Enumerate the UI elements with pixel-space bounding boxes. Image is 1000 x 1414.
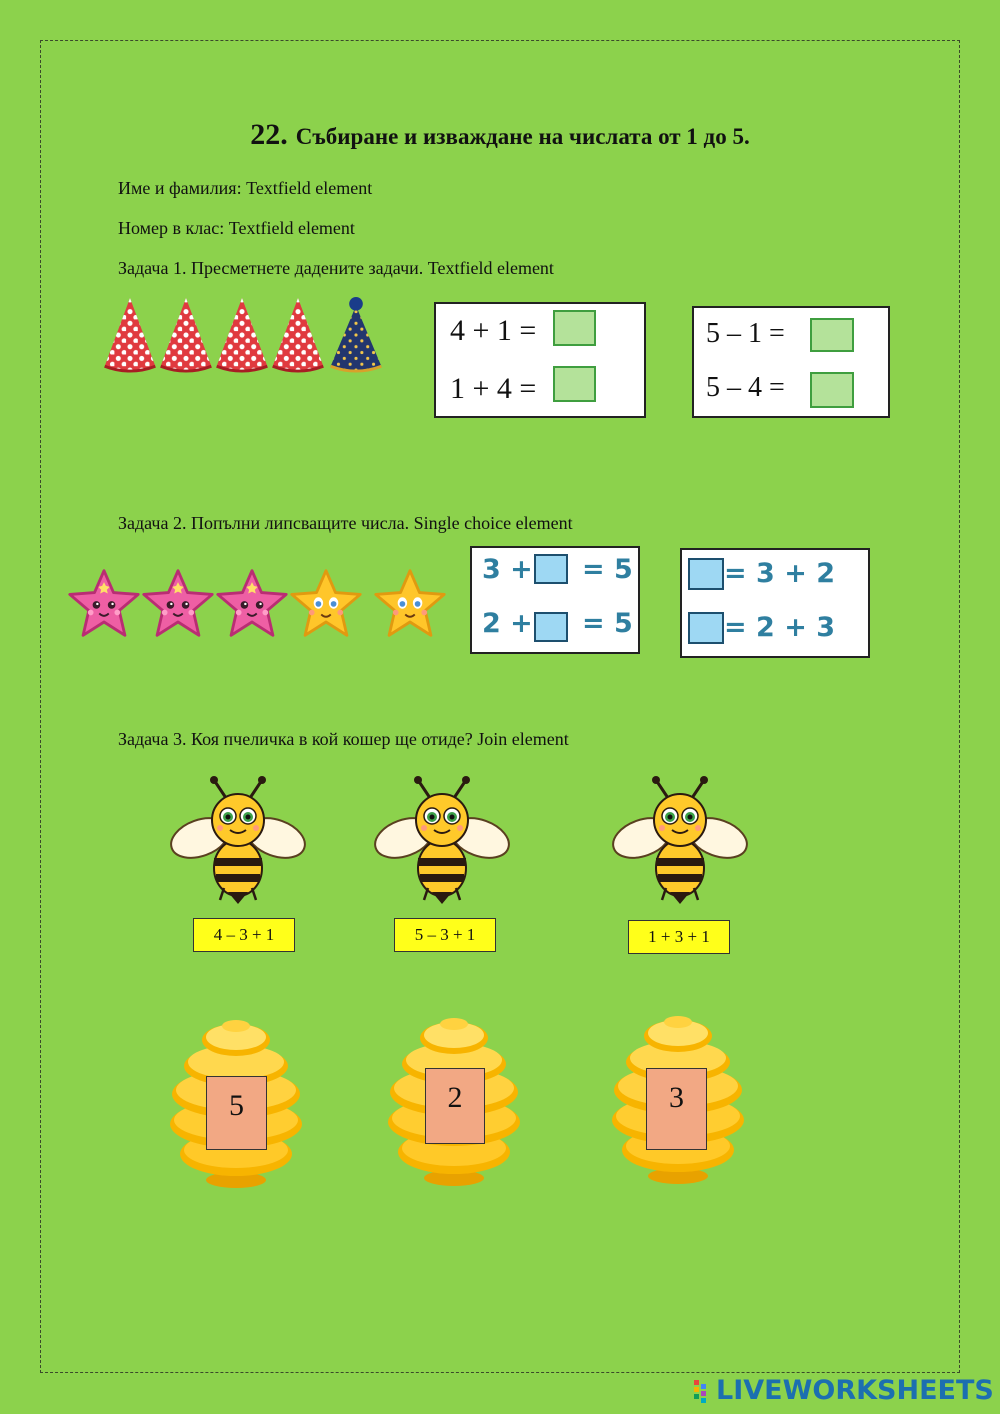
answer-input[interactable] [553, 366, 596, 402]
task1-box-b [692, 306, 890, 418]
task2-heading: Задача 2. Попълни липсващите числа. Single choice element [118, 513, 573, 533]
equation-right: = 5 [582, 554, 633, 585]
task1-heading: Задача 1. Пресметнете дадените задачи. Textfield element [118, 258, 554, 278]
answer-input[interactable] [553, 310, 596, 346]
party-hat-icon [273, 298, 324, 371]
equation-left: 3 + [482, 554, 533, 585]
missing-number-choice[interactable] [688, 612, 724, 644]
missing-number-choice[interactable] [534, 612, 568, 642]
bee-expression-label[interactable]: 4 – 3 + 1 [193, 918, 295, 952]
equation-text: 4 + 1 = [450, 314, 537, 347]
class-number-field-line[interactable]: Номер в клас: Textfield element [118, 218, 355, 238]
equation-text: 5 – 1 = [706, 318, 785, 349]
party-hat-icon [331, 297, 382, 371]
bee-icon [168, 776, 308, 904]
task2-box-b [680, 548, 870, 658]
task2-box-a [470, 546, 640, 654]
bee-expression-label[interactable]: 5 – 3 + 1 [394, 918, 496, 952]
equation-right: = 5 [582, 608, 633, 639]
stars-image [66, 566, 454, 642]
bee-icon [372, 776, 512, 904]
yellow-star-icon [292, 571, 360, 636]
answer-input[interactable] [810, 372, 854, 408]
party-hat-icon [105, 298, 156, 371]
bee-icon [610, 776, 750, 904]
party-hat-icon [161, 298, 212, 371]
task1-box-a [434, 302, 646, 418]
pink-star-icon [218, 571, 286, 636]
party-hat-icon [217, 298, 268, 371]
equation-right: = 3 + 2 [724, 558, 836, 589]
bee-image [168, 776, 308, 906]
name-field-line[interactable]: Име и фамилия: Textfield element [118, 178, 373, 198]
title-number: 22. [250, 118, 288, 151]
logo-mark-icon [692, 1376, 714, 1406]
missing-number-choice[interactable] [688, 558, 724, 590]
pink-star-icon [144, 571, 212, 636]
equation-left: 2 + [482, 608, 533, 639]
title-text: Събиране и изваждане на числата от 1 до 5. [295, 124, 750, 149]
bee-image [372, 776, 512, 906]
hive-number-target[interactable]: 5 [206, 1076, 267, 1150]
party-hats-image [102, 296, 387, 376]
bee-expression-label[interactable]: 1 + 3 + 1 [628, 920, 730, 954]
missing-number-choice[interactable] [534, 554, 568, 584]
task3-heading: Задача 3. Коя пчеличка в кой кошер ще отиде? Join element [118, 729, 569, 749]
pink-star-icon [70, 571, 138, 636]
answer-input[interactable] [810, 318, 854, 352]
logo-text: LIVEWORKSHEETS [716, 1375, 994, 1406]
equation-text: 1 + 4 = [450, 372, 537, 405]
page-title [0, 118, 1000, 152]
hive-number-target[interactable]: 3 [646, 1068, 707, 1150]
yellow-star-icon [376, 571, 444, 636]
hive-number-target[interactable]: 2 [425, 1068, 485, 1144]
equation-text: 5 – 4 = [706, 372, 785, 403]
equation-right: = 2 + 3 [724, 612, 836, 643]
bee-image [610, 776, 750, 906]
